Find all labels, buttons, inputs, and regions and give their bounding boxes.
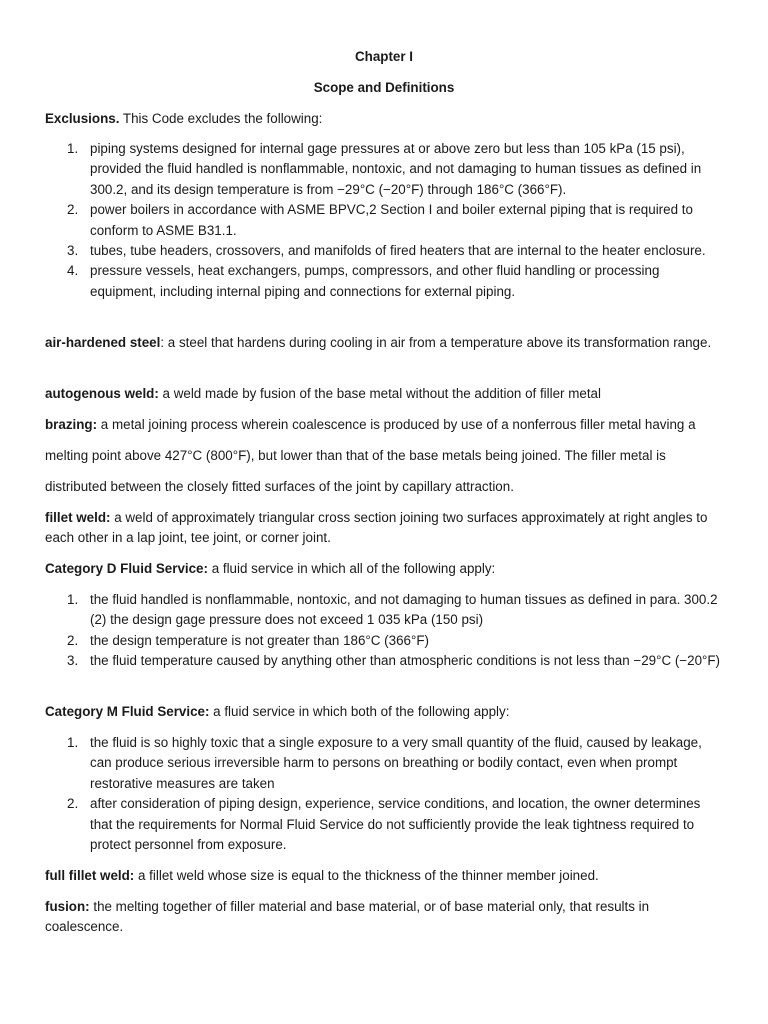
definition-text: a fluid service in which both of the following apply: — [209, 704, 510, 719]
chapter-heading: Chapter I — [354, 49, 414, 64]
definition-term: air-hardened steel — [45, 335, 161, 350]
definition-full-fillet-weld — [45, 866, 725, 886]
definition-text: a weld of approximately triangular cross section joining two surfaces approximately at right angles to each other in a lap joint, tee joint, or corner joint. — [45, 510, 708, 546]
definition-category-d — [45, 559, 725, 579]
definition-text: the melting together of filler material and base material, or of base material only, that results in coalescence. — [45, 899, 650, 935]
list-item — [45, 590, 725, 631]
definition-term: Category M Fluid Service: — [45, 704, 210, 719]
category-m-list — [45, 733, 725, 855]
exclusions-text: This Code excludes the following: — [119, 111, 323, 126]
list-item-text: the design temperature is not greater than 186°C (366°F) — [90, 632, 429, 648]
list-item-text: the fluid temperature caused by anything other than atmospheric conditions is not less than −29°C (−20°F) — [90, 653, 721, 669]
definition-fusion — [45, 897, 725, 938]
list-number: 2. — [67, 202, 79, 218]
list-item — [45, 200, 725, 241]
exclusions-list — [45, 139, 725, 302]
definition-term: autogenous weld: — [45, 386, 159, 401]
definition-term: full fillet weld: — [45, 868, 135, 883]
list-number: 4. — [67, 263, 79, 279]
definition-text: a weld made by fusion of the base metal without the addition of filler metal — [158, 386, 601, 401]
definition-category-m — [45, 702, 725, 722]
definition-brazing-line2: melting point above 427°C (800°F), but lower than that of the base metals being joined. The filler metal is — [45, 448, 666, 463]
definition-brazing-line3: distributed between the closely fitted surfaces of the joint by capillary attraction. — [45, 479, 514, 494]
list-item-text: tubes, tube headers, crossovers, and manifolds of fired heaters that are internal to the heater enclosure. — [90, 243, 706, 259]
list-item-text: piping systems designed for internal gage pressures at or above zero but less than 105 kPa (15 psi), provided the fluid handled is nonflammable, nontoxic, and not damaging to human tissues as defined in 300.2, and its design temperature is from −29°C (−20°F) through 186°C (366°F). — [90, 141, 702, 197]
section-title: Scope and Definitions — [313, 80, 455, 95]
list-number: 2. — [67, 632, 79, 648]
list-item — [45, 139, 725, 200]
list-item-text: the fluid is so highly toxic that a single exposure to a very small quantity of the fluid, caused by leakage, can produce serious irreversible harm to persons on breathing or bodily contact, even when prompt restorative measures are taken — [90, 735, 702, 791]
list-number: 3. — [67, 243, 79, 259]
list-item-text: pressure vessels, heat exchangers, pumps, compressors, and other fluid handling or processing equipment, including internal piping and connections for external piping. — [90, 263, 660, 299]
definition-term: fillet weld: — [45, 510, 111, 525]
list-number: 3. — [67, 653, 79, 669]
list-number: 1. — [67, 141, 79, 156]
list-item-text: power boilers in accordance with ASME BPVC,2 Section I and boiler external piping that is required to conform to ASME B31.1. — [90, 202, 693, 238]
list-number: 1. — [67, 735, 79, 750]
list-number: 2. — [67, 796, 79, 812]
list-item — [45, 241, 725, 261]
definition-fillet-weld — [45, 508, 725, 549]
definition-text: a fluid service in which all of the following apply: — [207, 561, 496, 576]
definition-term: brazing: — [45, 417, 98, 432]
definition-brazing-line1 — [45, 415, 725, 435]
list-item — [45, 261, 725, 302]
definition-air-hardened-steel — [45, 333, 725, 353]
list-item-text: after consideration of piping design, experience, service conditions, and location, the owner determines that the requirements for Normal Fluid Service do not sufficiently provide the leak tightness required to protect personnel from exposure. — [90, 796, 701, 853]
definition-autogenous-weld — [45, 384, 725, 404]
list-item — [45, 733, 725, 794]
definition-term: Category D Fluid Service: — [45, 561, 208, 576]
list-item — [45, 794, 725, 855]
definition-text: : a steel that hardens during cooling in air from a temperature above its transformation range. — [160, 335, 712, 350]
definition-text: a fillet weld whose size is equal to the thickness of the thinner member joined. — [134, 868, 599, 883]
definition-term: fusion: — [45, 899, 90, 914]
list-item — [45, 651, 725, 671]
list-item-text: the fluid handled is nonflammable, nontoxic, and not damaging to human tissues as defined in para. 300.2 (2) the design gage pressure does not exceed 1 035 kPa (150 psi) — [90, 592, 718, 628]
exclusions-paragraph — [45, 109, 725, 129]
list-item — [45, 631, 725, 651]
list-number: 1. — [67, 592, 79, 607]
category-d-list — [45, 590, 725, 672]
exclusions-term: Exclusions. — [45, 111, 120, 126]
definition-text: a metal joining process wherein coalescence is produced by use of a nonferrous filler metal having a — [97, 417, 696, 432]
